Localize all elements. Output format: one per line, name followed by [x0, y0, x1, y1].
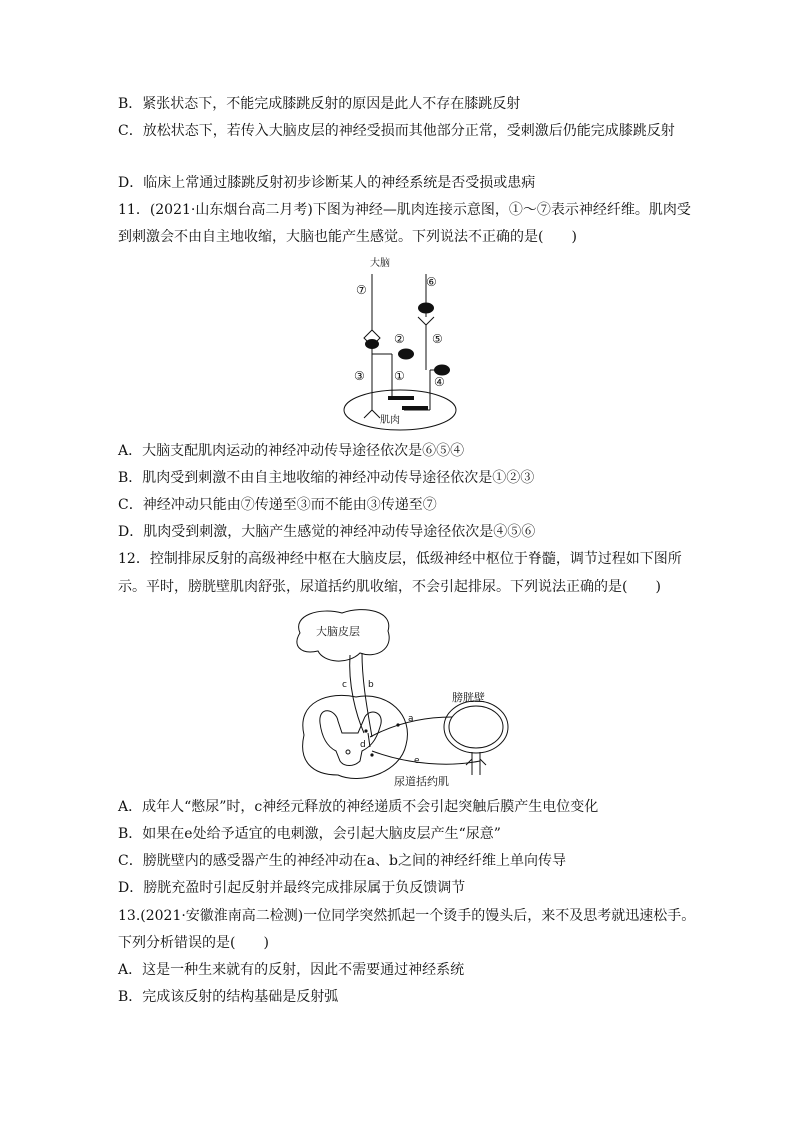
q13-stem-line1: 13.(2021·安徽淮南高二检测)一位同学突然抓起一个烫手的馒头后，来不及思考就迅速松手。 [118, 908, 696, 924]
label-urethral-sphincter: 尿道括约肌 [394, 775, 449, 788]
label-a: a [408, 714, 414, 724]
q10-option-d: D．临床上常通过膝跳反射初步诊断某人的神经系统是否受损或患病 [118, 175, 536, 191]
label-fiber-1: ① [394, 369, 405, 383]
q12-option-d: D．膀胱充盈时引起反射并最终完成排尿属于负反馈调节 [118, 880, 466, 896]
q10-option-b: B．紧张状态下，不能完成膝跳反射的原因是此人不存在膝跳反射 [118, 96, 521, 112]
label-d: d [360, 740, 366, 750]
q12-option-b: B．如果在e处给予适宜的电刺激，会引起大脑皮层产生“尿意” [118, 826, 501, 842]
label-e: e [414, 756, 420, 766]
q13-option-b: B．完成该反射的结构基础是反射弧 [118, 989, 339, 1005]
label-c: c [342, 680, 347, 690]
nerve-muscle-diagram [330, 252, 480, 432]
q11-option-c: C．神经冲动只能由⑦传递至③而不能由③传递至⑦ [118, 497, 437, 513]
q12-option-a: A．成年人“憋尿”时，c神经元释放的神经递质不会引起突触后膜产生电位变化 [118, 799, 599, 815]
q11-stem-line2: 到刺激会不由自主地收缩，大脑也能产生感觉。下列说法不正确的是( ) [118, 229, 577, 245]
label-fiber-7: ⑦ [356, 283, 367, 297]
q13-option-a: A．这是一种生来就有的反射，因此不需要通过神经系统 [118, 962, 465, 978]
urination-reflex-diagram [290, 605, 515, 790]
label-fiber-3: ③ [354, 369, 365, 383]
q13-stem-line2: 下列分析错误的是( ) [118, 935, 269, 951]
q12-option-c: C．膀胱壁内的感受器产生的神经冲动在a、b之间的神经纤维上单向传导 [118, 853, 567, 869]
label-fiber-6: ⑥ [426, 275, 437, 289]
label-brain: 大脑 [370, 258, 390, 269]
label-bladder-wall: 膀胱壁 [452, 691, 485, 704]
label-muscle: 肌肉 [380, 415, 400, 426]
label-fiber-5: ⑤ [432, 332, 443, 346]
q12-stem-line1: 12．控制排尿反射的高级神经中枢在大脑皮层，低级神经中枢位于脊髓，调节过程如下图所 [118, 551, 682, 567]
q12-stem-line2: 示。平时，膀胱壁肌肉舒张，尿道括约肌收缩，不会引起排尿。下列说法正确的是( ) [118, 579, 661, 595]
q11-stem-line1: 11．(2021·山东烟台高二月考)下图为神经—肌肉连接示意图，①～⑦表示神经纤维。肌肉受 [118, 202, 691, 218]
label-fiber-4: ④ [434, 375, 445, 389]
label-fiber-2: ② [394, 332, 405, 346]
q11-option-b: B．肌肉受到刺激不由自主地收缩的神经冲动传导途径依次是①②③ [118, 470, 535, 486]
q11-option-d: D．肌肉受到刺激，大脑产生感觉的神经冲动传导途径依次是④⑤⑥ [118, 524, 536, 540]
label-cerebral-cortex: 大脑皮层 [316, 625, 360, 638]
q10-option-c: C．放松状态下，若传入大脑皮层的神经受损而其他部分正常，受刺激后仍能完成膝跳反射 [118, 123, 675, 139]
q11-option-a: A．大脑支配肌肉运动的神经冲动传导途径依次是⑥⑤④ [118, 443, 465, 459]
label-b: b [368, 680, 374, 690]
